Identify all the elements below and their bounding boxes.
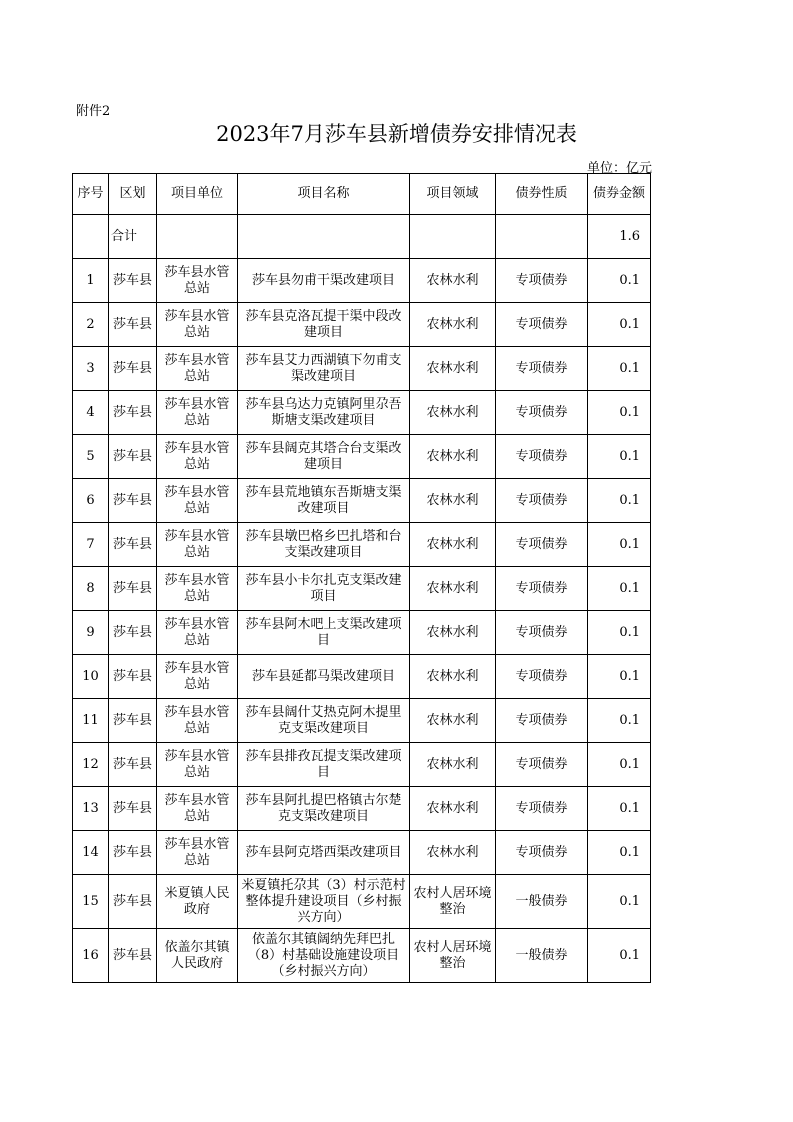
row-bond-type: 专项债券: [496, 831, 588, 875]
header-cell: 项目名称: [238, 174, 410, 215]
header-cell: 项目领域: [410, 174, 496, 215]
row-project-name: 莎车县阔什艾热克阿木提里克支渠改建项目: [238, 699, 410, 743]
row-bond-amount: 0.1: [588, 567, 651, 611]
row-project-name: 莎车县阿克塔西渠改建项目: [238, 831, 410, 875]
row-bond-type: 专项债券: [496, 655, 588, 699]
row-project-name: 莎车县乌达力克镇阿里尕吾斯塘支渠改建项目: [238, 391, 410, 435]
row-number: 9: [73, 611, 109, 655]
row-project-field: 农林水利: [410, 479, 496, 523]
table-row: [73, 523, 651, 567]
row-project-name: 莎车县墩巴格乡巴扎塔和台支渠改建项目: [238, 523, 410, 567]
table-row: [73, 831, 651, 875]
row-project-field: 农林水利: [410, 743, 496, 787]
unit-label: 单位：亿元: [587, 161, 653, 176]
row-bond-amount: 0.1: [588, 391, 651, 435]
row-number: 8: [73, 567, 109, 611]
row-bond-type: 专项债券: [496, 699, 588, 743]
total-label: 合计: [109, 215, 157, 259]
row-region: 莎车县: [109, 655, 157, 699]
row-number: 13: [73, 787, 109, 831]
total-empty-cell: [496, 215, 588, 259]
row-bond-type: 专项债券: [496, 743, 588, 787]
table-row: [73, 929, 651, 983]
row-project-name: 依盖尔其镇阔纳先拜巴扎（8）村基础设施建设项目（乡村振兴方向）: [238, 929, 410, 983]
row-region: 莎车县: [109, 743, 157, 787]
table-row: [73, 567, 651, 611]
row-bond-type: 专项债券: [496, 787, 588, 831]
table-row: [73, 435, 651, 479]
row-region: 莎车县: [109, 259, 157, 303]
table-row: [73, 699, 651, 743]
header-cell: 债券性质: [496, 174, 588, 215]
row-project-name: 莎车县小卡尔扎克支渠改建项目: [238, 567, 410, 611]
row-project-name: 米夏镇托尕其（3）村示范村整体提升建设项目（乡村振兴方向）: [238, 875, 410, 929]
row-bond-amount: 0.1: [588, 347, 651, 391]
row-project-field: 农林水利: [410, 347, 496, 391]
row-bond-type: 专项债券: [496, 523, 588, 567]
row-bond-amount: 0.1: [588, 523, 651, 567]
row-bond-type: 专项债券: [496, 567, 588, 611]
table-row: [73, 875, 651, 929]
row-bond-type: 专项债券: [496, 611, 588, 655]
table-row: [73, 655, 651, 699]
row-project-field: 农林水利: [410, 391, 496, 435]
row-project-field: 农林水利: [410, 259, 496, 303]
header-cell: 项目单位: [157, 174, 238, 215]
row-bond-amount: 0.1: [588, 929, 651, 983]
row-project-name: 莎车县阿木吧上支渠改建项目: [238, 611, 410, 655]
table-row: [73, 787, 651, 831]
row-project-field: 农林水利: [410, 611, 496, 655]
row-project-unit: 莎车县水管总站: [157, 435, 238, 479]
row-project-unit: 莎车县水管总站: [157, 303, 238, 347]
total-empty-cell: [410, 215, 496, 259]
row-project-field: 农林水利: [410, 303, 496, 347]
row-region: 莎车县: [109, 391, 157, 435]
row-bond-amount: 0.1: [588, 699, 651, 743]
row-number: 6: [73, 479, 109, 523]
row-bond-type: 专项债券: [496, 391, 588, 435]
row-number: 3: [73, 347, 109, 391]
row-number: 14: [73, 831, 109, 875]
row-region: 莎车县: [109, 699, 157, 743]
table-row: [73, 479, 651, 523]
row-number: 1: [73, 259, 109, 303]
row-project-field: 农林水利: [410, 787, 496, 831]
total-no-cell: [73, 215, 109, 259]
row-number: 7: [73, 523, 109, 567]
header-cell: 序号: [73, 174, 109, 215]
row-bond-amount: 0.1: [588, 435, 651, 479]
row-project-unit: 莎车县水管总站: [157, 347, 238, 391]
row-region: 莎车县: [109, 875, 157, 929]
row-project-unit: 莎车县水管总站: [157, 479, 238, 523]
table-row: [73, 391, 651, 435]
row-project-field: 农林水利: [410, 523, 496, 567]
row-number: 2: [73, 303, 109, 347]
attachment-label: 附件2: [76, 104, 111, 119]
total-empty-cell: [238, 215, 410, 259]
row-bond-type: 专项债券: [496, 479, 588, 523]
table-row: [73, 611, 651, 655]
row-project-unit: 莎车县水管总站: [157, 611, 238, 655]
row-bond-type: 专项债券: [496, 303, 588, 347]
row-project-name: 莎车县艾力西湖镇下勿甫支渠改建项目: [238, 347, 410, 391]
table-row: [73, 259, 651, 303]
row-project-name: 莎车县延都马渠改建项目: [238, 655, 410, 699]
row-project-name: 莎车县勿甫干渠改建项目: [238, 259, 410, 303]
row-region: 莎车县: [109, 831, 157, 875]
row-number: 12: [73, 743, 109, 787]
row-region: 莎车县: [109, 567, 157, 611]
row-project-name: 莎车县排孜瓦提支渠改建项目: [238, 743, 410, 787]
row-bond-amount: 0.1: [588, 303, 651, 347]
row-project-unit: 莎车县水管总站: [157, 259, 238, 303]
row-bond-amount: 0.1: [588, 259, 651, 303]
table-row: [73, 347, 651, 391]
row-project-name: 莎车县克洛瓦提干渠中段改建项目: [238, 303, 410, 347]
row-project-unit: 莎车县水管总站: [157, 567, 238, 611]
row-project-field: 农林水利: [410, 831, 496, 875]
row-region: 莎车县: [109, 929, 157, 983]
row-bond-amount: 0.1: [588, 875, 651, 929]
header-row: [73, 174, 651, 215]
row-project-unit: 莎车县水管总站: [157, 523, 238, 567]
row-project-field: 农村人居环境整治: [410, 929, 496, 983]
row-project-name: 莎车县阔克其塔合台支渠改建项目: [238, 435, 410, 479]
row-project-unit: 莎车县水管总站: [157, 699, 238, 743]
row-project-unit: 莎车县水管总站: [157, 787, 238, 831]
header-cell: 债券金额: [588, 174, 651, 215]
row-project-unit: 莎车县水管总站: [157, 391, 238, 435]
header-cell: 区划: [109, 174, 157, 215]
row-bond-amount: 0.1: [588, 743, 651, 787]
row-region: 莎车县: [109, 435, 157, 479]
row-bond-type: 专项债券: [496, 435, 588, 479]
row-project-field: 农林水利: [410, 699, 496, 743]
row-bond-amount: 0.1: [588, 655, 651, 699]
row-project-name: 莎车县阿扎提巴格镇古尔楚克支渠改建项目: [238, 787, 410, 831]
total-row: [73, 215, 651, 259]
row-region: 莎车县: [109, 611, 157, 655]
row-project-unit: 莎车县水管总站: [157, 743, 238, 787]
row-number: 15: [73, 875, 109, 929]
table-row: [73, 743, 651, 787]
row-bond-type: 一般债券: [496, 875, 588, 929]
row-project-field: 农林水利: [410, 435, 496, 479]
row-project-unit: 依盖尔其镇人民政府: [157, 929, 238, 983]
row-number: 11: [73, 699, 109, 743]
total-amount: 1.6: [588, 215, 651, 259]
row-region: 莎车县: [109, 479, 157, 523]
row-region: 莎车县: [109, 303, 157, 347]
row-number: 16: [73, 929, 109, 983]
row-project-field: 农林水利: [410, 567, 496, 611]
row-project-unit: 莎车县水管总站: [157, 831, 238, 875]
row-bond-amount: 0.1: [588, 787, 651, 831]
row-bond-amount: 0.1: [588, 611, 651, 655]
table-row: [73, 303, 651, 347]
row-region: 莎车县: [109, 787, 157, 831]
total-empty-cell: [157, 215, 238, 259]
row-number: 10: [73, 655, 109, 699]
row-bond-amount: 0.1: [588, 479, 651, 523]
row-project-unit: 莎车县水管总站: [157, 655, 238, 699]
row-project-field: 农村人居环境整治: [410, 875, 496, 929]
row-number: 5: [73, 435, 109, 479]
row-bond-type: 专项债券: [496, 347, 588, 391]
page-title: 2023年7月莎车县新增债券安排情况表: [216, 122, 577, 146]
row-project-field: 农林水利: [410, 655, 496, 699]
row-bond-type: 一般债券: [496, 929, 588, 983]
row-bond-amount: 0.1: [588, 831, 651, 875]
row-number: 4: [73, 391, 109, 435]
row-project-unit: 米夏镇人民政府: [157, 875, 238, 929]
row-region: 莎车县: [109, 523, 157, 567]
row-project-name: 莎车县荒地镇东吾斯塘支渠改建项目: [238, 479, 410, 523]
bond-table: [72, 173, 651, 983]
row-bond-type: 专项债券: [496, 259, 588, 303]
row-region: 莎车县: [109, 347, 157, 391]
